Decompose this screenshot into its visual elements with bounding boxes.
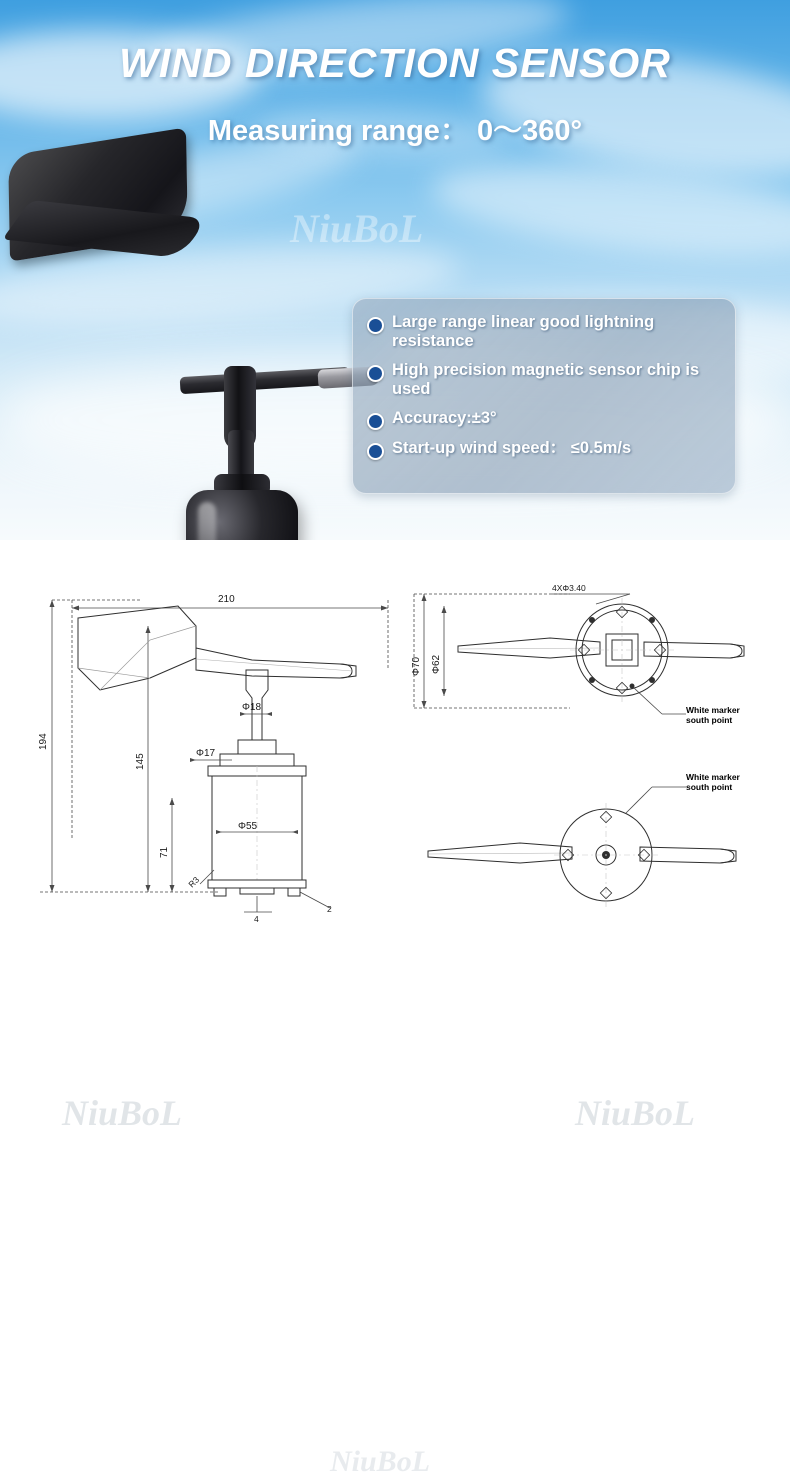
bullet-dot-icon [367,317,384,334]
feature-text: Accuracy:±3° [392,408,497,427]
front-elevation-drawing [0,540,400,942]
dim-foot-thickness: 2 [327,904,332,914]
brand-watermark-text: NiuBoL [330,1445,431,1478]
dim-body-dia: Φ55 [238,821,258,832]
product-photo-wind-vane [0,130,400,520]
marker-note-line1: White marker [686,705,740,715]
dim-vane-height: 145 [135,753,146,770]
hero-banner [0,0,790,540]
bullet-dot-icon [367,443,384,460]
feature-item [367,361,723,400]
dim-overall-width: 210 [218,594,235,605]
marker-note-line2: south point [686,715,733,725]
feature-text: Start-up wind speed： ≤0.5m/s [392,438,632,457]
feature-panel [352,298,736,494]
feature-item [367,439,723,460]
dim-flange-outer-dia: Φ70 [411,656,422,676]
brand-watermark-text: NiuBoL [575,1093,696,1133]
housing-highlight [198,502,216,540]
dim-hole-note: 4XΦ3.40 [552,583,586,593]
dimension-drawings [0,540,790,1478]
dim-foot-width: 4 [254,914,259,924]
brand-watermark [330,1445,430,1479]
bullet-dot-icon [367,413,384,430]
bottom-view-drawing [400,755,790,935]
bullet-dot-icon [367,365,384,382]
feature-text: High precision magnetic sensor chip is used [392,360,700,399]
brand-watermark-text: NiuBoL [62,1093,183,1133]
feature-text: Large range linear good lightning resistance [392,313,655,351]
dim-overall-height: 194 [38,733,49,750]
brand-watermark [575,1092,695,1134]
page-subtitle: Measuring range： 0～360° [207,115,583,147]
marker-note-line1: White marker [686,772,740,782]
dim-shaft-dia: Φ18 [242,702,262,713]
marker-note-line2: south point [686,782,733,792]
feature-item [367,409,723,430]
dim-bolt-circle-dia: Φ62 [431,654,442,674]
brand-watermark [62,1092,182,1134]
dim-neck-dia: Φ17 [196,748,216,759]
page-title: WIND DIRECTION SENSOR [119,40,671,86]
feature-item [367,313,723,352]
dim-radius: R3 [186,874,202,890]
dim-body-height: 71 [159,846,170,858]
brand-watermark-text: NiuBoL [290,206,424,251]
